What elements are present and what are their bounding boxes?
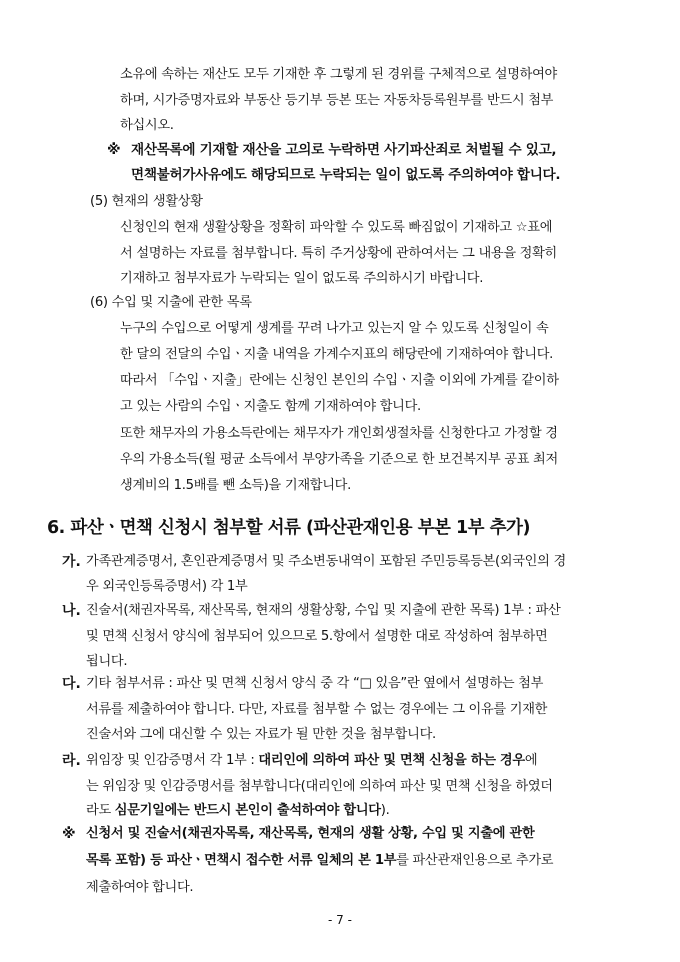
item-na-line-2: 및 면책 신청서 양식에 첨부되어 있으므로 5.항에서 설명한 대로 작성하여 첨부하면 — [86, 629, 548, 644]
warning-2-mark: ※ — [62, 826, 76, 842]
item-ra-line-3 — [86, 802, 389, 820]
warning-2-text: 를 파산관재인용으로 추가로 — [396, 853, 554, 868]
section-6-line-3: 따라서 「수입ㆍ지출」란에는 신청인 본인의 수입ㆍ지출 이외에 가계를 같이하 — [120, 373, 559, 388]
intro-line-2: 하며, 시가증명자료와 부동산 등기부 등본 또는 자동차등록원부를 반드시 첨부 — [120, 93, 554, 108]
item-da-line-1: 기타 첨부서류 : 파산 및 면책 신청서 양식 중 각 “□ 있음”란 옆에서 설명하는 첨부 — [86, 676, 544, 691]
item-marker-na: 나. — [62, 603, 81, 619]
item-marker-da: 다. — [62, 676, 81, 692]
warning-2-line-2 — [86, 852, 553, 870]
item-da-line-2: 서류를 제출하여야 합니다. 다만, 자료를 첨부할 수 없는 경우에는 그 이유를 기재한 — [86, 702, 548, 717]
item-marker-ra: 라. — [62, 753, 81, 769]
section-6-line-2: 한 달의 전달의 수입ㆍ지출 내역을 가계수지표의 해당란에 기재하여야 합니다. — [120, 347, 554, 362]
section-6-title: (6) 수입 및 지출에 관한 목록 — [90, 295, 252, 310]
warning-2-line-3: 제출하여야 합니다. — [86, 880, 194, 895]
section-5-line-2: 서 설명하는 자료를 첨부합니다. 특히 주거상황에 관하여서는 그 내용을 정확히 — [120, 246, 557, 261]
item-da-line-3: 진술서와 그에 대신할 수 있는 자료가 될 만한 것을 첨부합니다. — [86, 727, 436, 742]
section-6-line-4: 고 있는 사람의 수입ㆍ지출도 함께 기재하여야 합니다. — [120, 399, 421, 414]
item-ra-emphasis-b: 심문기일에는 반드시 본인이 출석하여야 합니다 — [114, 803, 381, 818]
section-6-line-7: 생계비의 1.5배를 뺀 소득)을 기재합니다. — [120, 478, 351, 493]
intro-line-1: 소유에 속하는 재산도 모두 기재한 후 그렇게 된 경위를 구체적으로 설명하여야 — [120, 67, 557, 82]
section-6-line-1: 누구의 수입으로 어떻게 생계를 꾸려 나가고 있는지 알 수 있도록 신청일이 속 — [120, 321, 549, 336]
section-6-line-5: 또한 채무자의 가용소득란에는 채무자가 개인회생절차를 신청한다고 가정할 경 — [120, 426, 558, 441]
warning-2-emphasis: 목록 포함) 등 파산ㆍ면책시 접수한 서류 일체의 본 1부 — [86, 853, 397, 868]
section-5-line-1: 신청인의 현재 생활상황을 정확히 파악할 수 있도록 빠짐없이 기재하고 ☆표에 — [120, 220, 553, 235]
item-ra-text-b: 에 — [524, 753, 538, 768]
section-5-title: (5) 현재의 생활상황 — [90, 194, 203, 209]
section-heading-6: 6. 파산ㆍ면책 신청시 첨부할 서류 (파산관재인용 부본 1부 추가) — [47, 518, 530, 538]
item-ra-line-2: 는 위임장 및 인감증명서를 첨부합니다(대리인에 의하여 파산 및 면책 신청을 하였더 — [86, 779, 553, 794]
item-ra-text-c: 라도 — [86, 803, 115, 818]
warning-line-2: 면책불허가사유에도 해당되므로 누락되는 일이 없도록 주의하여야 합니다. — [131, 167, 561, 183]
warning-mark: ※ — [107, 142, 121, 158]
item-ga-line-2: 우 외국인등록증명서) 각 1부 — [86, 579, 248, 594]
item-ra-text-d: ). — [380, 803, 390, 818]
item-ra-line-1 — [86, 752, 537, 770]
warning-2-line-1: 신청서 및 진술서(채권자목록, 재산목록, 현재의 생활 상황, 수입 및 지출에 관한 — [86, 826, 535, 841]
intro-line-3: 하십시오. — [120, 118, 174, 133]
page-number: - 7 - — [328, 913, 352, 927]
item-na-line-3: 됩니다. — [86, 654, 128, 669]
item-ra-emphasis-a: 대리인에 의하여 파산 및 면책 신청을 하는 경우 — [258, 753, 525, 768]
item-na-line-1: 진술서(채권자목록, 재산목록, 현재의 생활상황, 수입 및 지출에 관한 목록) 1부 : 파산 — [86, 603, 561, 618]
section-5-line-3: 기재하고 첨부자료가 누락되는 일이 없도록 주의하시기 바랍니다. — [120, 271, 484, 286]
section-6-line-6: 우의 가용소득(월 평균 소득에서 부양가족을 기준으로 한 보건복지부 공표 최저 — [120, 452, 558, 467]
item-marker-ga: 가. — [62, 554, 81, 570]
item-ra-text-a: 위임장 및 인감증명서 각 1부 : — [86, 753, 259, 768]
warning-line-1: 재산목록에 기재할 재산을 고의로 누락하면 사기파산죄로 처벌될 수 있고, — [131, 142, 557, 158]
item-ga-line-1: 가족관계증명서, 혼인관계증명서 및 주소변동내역이 포함된 주민등록등본(외국인의 경 — [86, 554, 566, 569]
